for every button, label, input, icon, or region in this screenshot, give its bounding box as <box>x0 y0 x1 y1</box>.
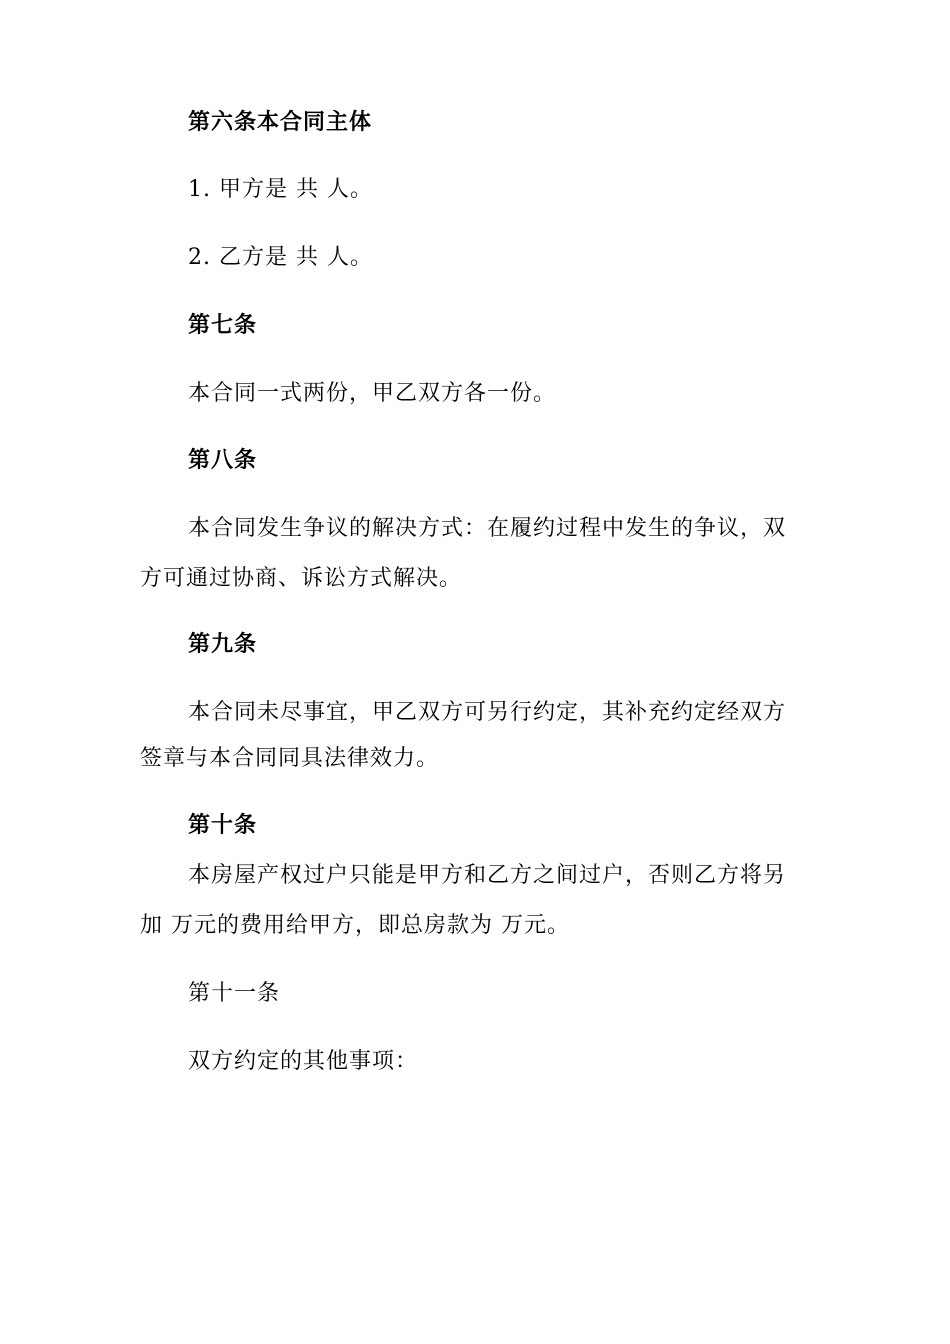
article-8-line-1: 本合同发生争议的解决方式：在履约过程中发生的争议，双 <box>188 516 787 541</box>
article-7-body: 本合同一式两份，甲乙双方各一份。 <box>188 381 557 406</box>
article-6-item-1: 1. 甲方是 共 人。 <box>188 177 373 202</box>
article-11-body: 双方约定的其他事项： <box>188 1049 419 1074</box>
article-6-item-2: 2. 乙方是 共 人。 <box>188 245 373 270</box>
article-9-line-2: 签章与本合同同具法律效力。 <box>140 746 440 771</box>
article-10-line-1: 本房屋产权过户只能是甲方和乙方之间过户，否则乙方将另 <box>188 863 787 888</box>
article-9-line-1: 本合同未尽事宜，甲乙双方可另行约定，其补充约定经双方 <box>188 700 787 725</box>
article-7-heading: 第七条 <box>188 313 258 338</box>
article-10-heading: 第十条 <box>188 813 258 838</box>
article-9-heading: 第九条 <box>188 632 258 657</box>
article-8-heading: 第八条 <box>188 448 258 473</box>
article-8-line-2: 方可通过协商、诉讼方式解决。 <box>140 566 463 591</box>
article-6-heading: 第六条本合同主体 <box>188 110 373 135</box>
article-10-line-2: 加 万元的费用给甲方，即总房款为 万元。 <box>140 913 570 938</box>
article-11-heading: 第十一条 <box>188 981 281 1006</box>
